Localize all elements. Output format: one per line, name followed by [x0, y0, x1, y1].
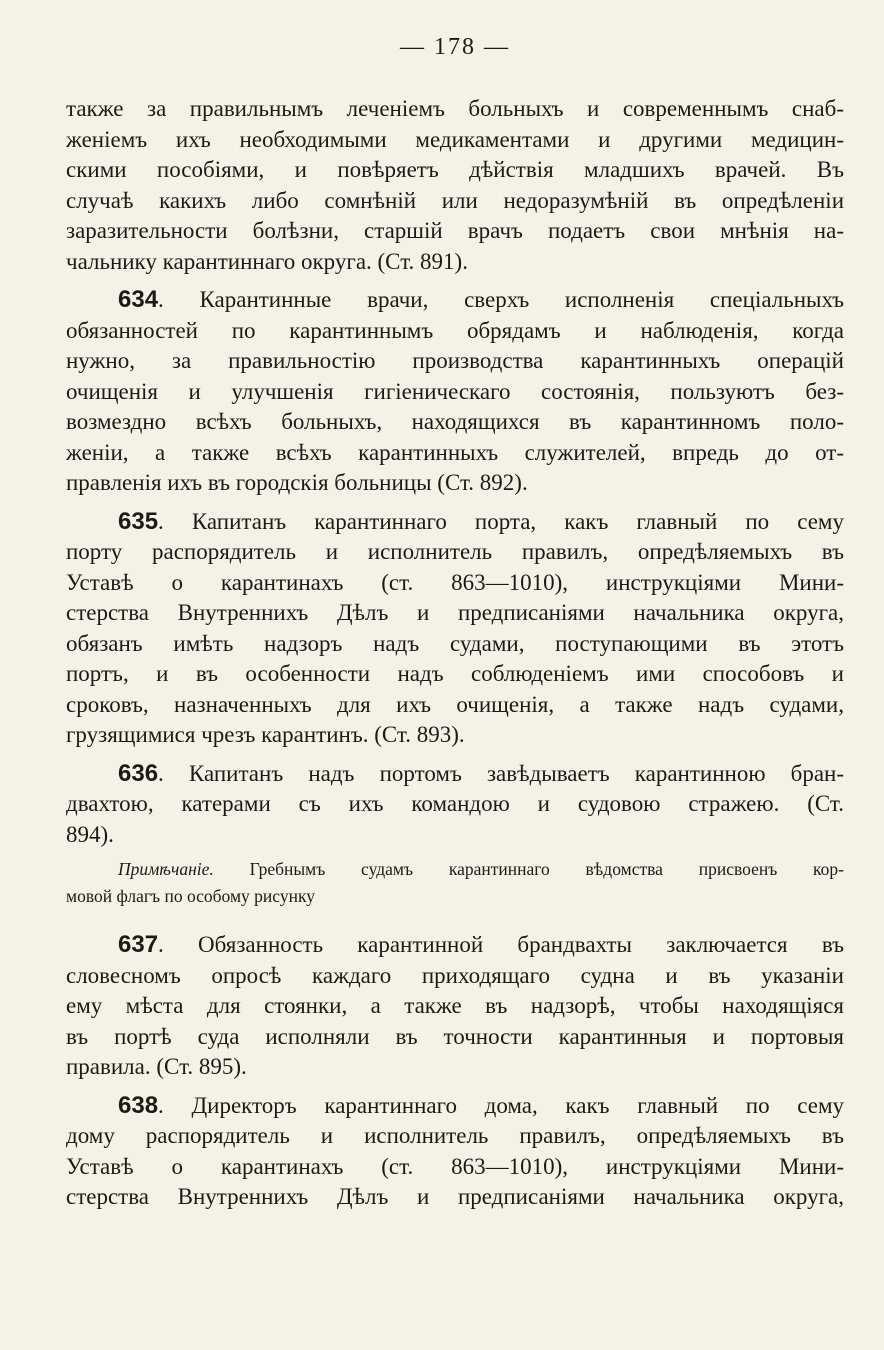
intro-line: случаѣ какихъ либо сомнѣній или недоразумѣній въ опредѣленіи: [66, 187, 844, 213]
intro-paragraph: [66, 94, 844, 277]
article-first-line-text: . Капитанъ надъ портомъ завѣдываетъ карантинною бран-: [158, 760, 844, 786]
article-line: въ портѣ суда исполняли въ точности карантинныя и портовыя: [66, 1023, 844, 1049]
article-line: дому распорядитель и исполнитель правилъ, опредѣляемыхъ въ: [66, 1123, 844, 1148]
article-636-note: [66, 856, 844, 910]
note-first-line-text: Гребнымъ судамъ карантиннаго вѣдомства присвоенъ кор-: [213, 859, 844, 879]
article-line: стерства Внутреннихъ Дѣлъ и предписаніями начальника округа,: [66, 1184, 844, 1209]
article-line: женіи, а также всѣхъ карантинныхъ служителей, впредь до от-: [66, 439, 844, 465]
note-label: Примѣчаніе.: [118, 859, 214, 879]
article-635: [66, 507, 844, 751]
article-first-line-text: . Карантинные врачи, сверхъ исполненія спеціальныхъ: [158, 287, 844, 312]
book-page: [66, 30, 844, 1221]
note-line: мовой флагъ по особому рисунку: [66, 886, 315, 906]
intro-line: чальнику карантиннаго округа. (Ст. 891).: [66, 248, 468, 274]
page-number: — 178 —: [400, 34, 510, 60]
article-first-line-text: . Обязанность карантинной брандвахты заключается въ: [158, 932, 844, 957]
article-first-line: [66, 285, 844, 316]
article-line: 894).: [66, 821, 114, 847]
article-line: обязанъ имѣть надзоръ надъ судами, поступающими въ этотъ: [66, 630, 844, 656]
intro-line: скими пособіями, и повѣряетъ дѣйствія младшихъ врачей. Въ: [66, 157, 844, 182]
article-line: портъ, и въ особенности надъ соблюденіемъ ими способовъ и: [66, 661, 844, 686]
article-line: правила. (Ст. 895).: [66, 1054, 247, 1079]
article-line: словесномъ опросѣ каждаго приходящаго судна и въ указаніи: [66, 962, 844, 988]
article-first-line-text: . Капитанъ карантиннаго порта, какъ главный по сему: [158, 508, 844, 534]
page-body: [66, 94, 844, 1213]
article-number: 637: [118, 931, 159, 958]
article-number: 636: [118, 759, 159, 787]
article-first-line: [66, 759, 844, 790]
article-number: 634: [118, 286, 159, 313]
article-line: нужно, за правильностію производства карантинныхъ операцій: [66, 348, 844, 373]
article-first-line: [66, 930, 844, 961]
article-638: [66, 1091, 844, 1213]
article-number: 635: [118, 507, 159, 535]
article-line: стерства Внутреннихъ Дѣлъ и предписаніями начальника округа,: [66, 600, 844, 625]
article-number: 638: [118, 1091, 159, 1119]
article-line: сроковъ, назначенныхъ для ихъ очищенія, а также надъ судами,: [66, 691, 844, 717]
article-line: порту распорядитель и исполнитель правилъ, опредѣляемыхъ въ: [66, 539, 844, 564]
article-line: правленія ихъ въ городскія больницы (Ст. 892).: [66, 470, 528, 495]
article-line: Уставѣ о карантинахъ (ст. 863—1010), инструкціями Мини-: [66, 569, 844, 595]
article-line: грузящимися чрезъ карантинъ. (Ст. 893).: [66, 722, 465, 747]
intro-line: заразительности болѣзни, старшій врачъ подаетъ свои мнѣнія на-: [66, 218, 844, 243]
article-first-line: [66, 507, 844, 538]
article-line: Уставѣ о карантинахъ (ст. 863—1010), инструкціями Мини-: [66, 1153, 844, 1179]
article-634: [66, 285, 844, 499]
note-first-line: [66, 856, 844, 883]
article-line: очищенія и улучшенія гигіеническаго состоянія, пользуютъ без-: [66, 378, 844, 404]
article-637: [66, 930, 844, 1083]
article-line: двахтою, катерами съ ихъ командою и судовою стражею. (Ст.: [66, 791, 844, 816]
intro-line: женіемъ ихъ необходимыми медикаментами и другими медицин-: [66, 126, 844, 152]
article-first-line-text: . Директоръ карантиннаго дома, какъ главный по сему: [158, 1092, 844, 1118]
article-first-line: [66, 1091, 844, 1122]
intro-line: также за правильнымъ леченіемъ больныхъ и современнымъ снаб-: [66, 96, 844, 121]
article-line: возмездно всѣхъ больныхъ, находящихся въ карантинномъ поло-: [66, 409, 844, 434]
article-line: обязанностей по карантиннымъ обрядамъ и наблюденія, когда: [66, 317, 844, 343]
article-636: [66, 759, 844, 851]
article-line: ему мѣста для стоянки, а также въ надзорѣ, чтобы находящіяся: [66, 993, 844, 1018]
